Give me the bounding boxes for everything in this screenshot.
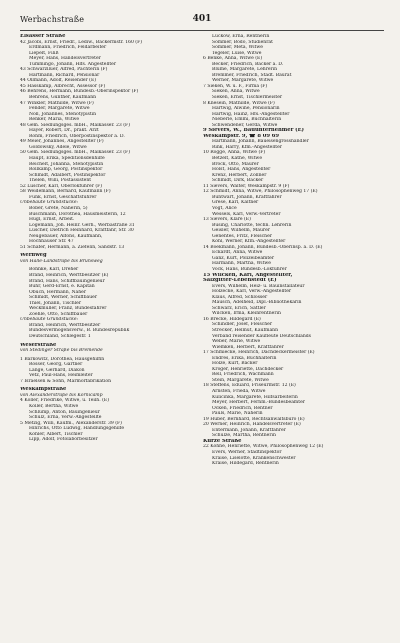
entry-line: Deutschland, Schlegestr. 1 — [29, 333, 91, 339]
entry-line: Neugebauer, Alfons, Kaufmann, — [29, 233, 103, 239]
entry-line: Schmidt, Dirk, Bäcker — [212, 178, 264, 184]
entry-line: 11 Sievers, Walter, Weskampstr. 9 (F) — [203, 183, 290, 189]
entry-line: Lipp, Adolf, Fotolaborbesitzer — [29, 437, 98, 443]
entry-line: Pauls, Marie, Näherin — [212, 411, 263, 417]
entry-line: 6 Benke, Anna, Witwe (E) — [203, 56, 263, 62]
entry-line: Eckardt, Anna, Witwe — [212, 250, 263, 256]
entry-line: 13 Sievers, Kläre (E) — [203, 217, 251, 223]
entry-line: von Halle-Landstraße bis Brunsweg — [20, 258, 103, 264]
entry-line: Unbebaute Grundstücke: — [20, 200, 79, 206]
entry-line: Brand, Heinrich, Werftbesitzer (E) — [29, 272, 109, 278]
entry-line: Hartmann, Johann, Baueisengrosshändler — [212, 139, 309, 145]
entry-line: Brand, Heinrich, Werftbesitzer — [29, 322, 101, 328]
entry-line: 45 Hasskamp, Albrecht, Assessor (F) — [20, 83, 106, 89]
street-heading: Weserstraße — [20, 342, 57, 348]
entry-line: Renker, Maria, Witwe — [29, 117, 80, 123]
entry-line: Rosser, Georg, Gärtner — [29, 362, 83, 368]
entry-line: Fender, Margarete, Witwe — [29, 106, 90, 112]
entry-line: Thiel, Johann, Tischler — [29, 300, 82, 306]
entry-line: Buntwart, Johann, Kraftfahrer — [212, 194, 282, 200]
entry-line: Mausch, Adelheid, Dipl.-Bibliothekarin — [212, 300, 302, 306]
entry-line: 48 Gem. Siedlungsges. mbH., Malkasser. 23 (F) — [20, 122, 130, 128]
entry-line: Sommer, Meta, Witwe — [212, 45, 263, 51]
entry-line: Betzelt, Käthe, Witwe — [212, 156, 263, 162]
entry-line: 50 Gem. Siedlungsges. mbH., Malkasser. 23 (F) — [20, 150, 130, 156]
entry-line: Wessels, Karl, Verw.-Vertreter — [212, 211, 281, 217]
entry-line: Büsing, Charlotte, techn. Lehrerin — [212, 222, 292, 228]
entry-line: Behrens, Gunther, Kaufmann — [29, 95, 97, 101]
entry-line: 43 Schwarzlluer, Alfred, Pächterin (F) — [20, 67, 108, 73]
entry-line: Bundesvermögensverw., B. Bundesrepublik — [29, 328, 130, 334]
entry-line: Obuch, Hermann, Näher — [29, 289, 87, 295]
entry-line: Werner, Margarete, Witwe — [212, 78, 274, 84]
entry-line: Brock, Otto, Maurer — [212, 161, 259, 167]
left-column — [20, 34, 197, 467]
entry-line: Logemann, Joh. Heinr. Gerh., Werbastraße 31 — [29, 222, 135, 228]
entry-line: Liepelt, Filiß — [29, 50, 59, 56]
entry-line: Köller, Bertha, Witwe — [29, 404, 79, 409]
entry-line: Sommer, Bodo, Studienrat — [212, 39, 273, 45]
entry-line: 42 Jacobi, Ernst, Friedr., Lediw., Bäckermstr. 160 (F) — [20, 39, 143, 45]
street-heading: Werfiweg — [20, 253, 47, 259]
entry-line: Buhr, Gerd-Ernst, e. Kapitän — [29, 284, 95, 290]
entry-line: Hölze, Kurt, Bäcker — [212, 361, 258, 367]
entry-line: Zoehle, Otto, Schiffbauer — [29, 311, 88, 317]
entry-line: Stein, Margarete, Witwe — [212, 377, 269, 383]
entry-line: 58 Weidemann, Bernard, Kaufmann (F) — [20, 189, 111, 195]
entry-line: Bohnke, Karl, Dreher — [29, 267, 79, 273]
entry-line: Nieberle, Emmi, Buchhalterin — [212, 117, 282, 123]
entry-line: Brand, Hans, Schiffbauingenieur — [29, 278, 105, 284]
entry-line: 20 Werner, Heinrich, Handelsvertreter (E) — [203, 422, 301, 428]
entry-line: Tegeler, Luise, Witwe — [212, 50, 262, 56]
right-column — [203, 34, 380, 467]
entry-line: 7 Israelsen & Sohn, Marmorfabrikation — [20, 378, 112, 384]
entry-line: Goldowsky, Adele, Witwe — [29, 144, 87, 150]
entry-line: Rink, Harry, Kfm.-Angestellter — [212, 144, 282, 150]
entry-line: 16 Brecke, Hildegard (E) — [203, 316, 261, 322]
entry-line: Ganz, Kurt, Polizeibeamter — [212, 255, 275, 261]
entry-line: 44 Ollmann, Adolf, Reisender (E) — [20, 78, 97, 84]
running-head-street: Werbachstraße — [20, 15, 85, 24]
entry-line: Schulze, Martha, Rentnerin — [212, 433, 276, 439]
entry-line: Hinrichs, Otto Ludwig, Handlungsgehilfe — [29, 426, 125, 432]
entry-line: Schwendener, Gerda, Witwe — [212, 122, 278, 128]
entry-line: von Stedinger Straße bis Bremende — [20, 348, 103, 354]
entry-line: Weckmüller, Franz, Bundesfahrer — [29, 306, 107, 312]
entry-line: Verband reisender Kaufleute Deutschlands — [212, 333, 312, 339]
entry-line: Köhler, Albert, Tischler — [29, 431, 83, 437]
entry-line: Lüscher, Dietrich Heinhard, Kraftfahr, Str. 30 — [29, 228, 134, 234]
street-heading: Salzgitter-Lebenstedt (E) — [203, 278, 277, 284]
entry-line: Vetz, Paul-Hans, Heimleiter — [29, 373, 93, 379]
entry-line: Entermann, Johann, Kraftfahrer — [212, 427, 286, 433]
entry-line: Sieken, Ernst, Tischlermeister — [212, 95, 283, 101]
entry-line: Kraise, Liselotte, Krankenschwester — [212, 455, 296, 461]
entry-line: Schlump, Anton, Bauingenieur — [29, 409, 100, 415]
entry-line: Rollkamp, Georg, Postinspektor — [29, 167, 103, 173]
entry-line: 7 Sieken, W. u. F., Firma (F) — [203, 83, 268, 89]
entry-line: Hartwig, Alwine, Pensionärin — [212, 106, 280, 112]
entry-line: 14 Boekmann, Johann, Bundesb.-Oberinsp. a. D. (E) — [203, 244, 323, 250]
columns — [20, 34, 384, 467]
entry-line: Harmann, Martha, Witwe — [212, 261, 271, 267]
entry-line: Erdmann, Friedrich, Feldarbeiter — [29, 45, 107, 51]
entry-line: Tummingo, Johann, Hlfs. Angestellter — [29, 61, 117, 67]
entry-line: Schmidt, Werner, Schiffbauer — [29, 295, 98, 301]
entry-line: Kulicinka, Margarete, Hilfsarbeiterin — [212, 394, 298, 400]
entry-line: Hügl, Ernst, Arbeit. — [29, 217, 75, 223]
entry-line: 52 Lüscher, Karl, Oberlokführer (F) — [20, 183, 103, 189]
entry-line: 47 Winkler, Mathilde, Witwe (F) — [20, 100, 94, 106]
entry-line: Schulz, Erna, Verw.-Angestellte — [29, 415, 102, 421]
entry-line: 4 Köller, Friedrike, Witwe, u. Teilh. (E) — [20, 398, 109, 404]
entry-line: Holzecke, Karl, Verw.-Angestellter — [212, 289, 292, 295]
entry-line: Schindler, Josef, Fleischer — [212, 322, 273, 328]
entry-line: Genehtes, Fritz, Fleischer — [212, 233, 272, 239]
entry-line: Luckow, Erna, Rentnerin — [212, 34, 270, 39]
entry-line: Krenz, Herbert, Zöllner — [212, 172, 267, 178]
entry-line: Holst, Hans, Angestellter — [212, 167, 271, 173]
entry-line: Unbebaute Grundstücke: — [20, 317, 79, 323]
entry-line: Kröger, Henriette, Dachdecker — [212, 366, 284, 372]
street-heading: Kurze Straße — [203, 438, 242, 444]
entry-line: Noll, Johannes, Stenotypistin — [29, 111, 97, 117]
entry-line: Reichelt, Johanna, Stenotypistin — [29, 161, 104, 167]
entry-line: Weber, Marie, Witwe — [212, 339, 261, 345]
page-number: 401 — [192, 14, 212, 24]
entry-line: Bober, Grete, Näherin, 5) — [29, 205, 88, 211]
entry-line: Hartwig, Hainz, Hfs.-Angestellter — [212, 111, 290, 117]
entry-line: Hochhauser Str. 47 — [29, 239, 74, 245]
entry-line: Klaus, Alfred, Schlosser — [212, 294, 268, 300]
entry-line: Haupt, Erika, Speditionsdenhilfe — [29, 156, 105, 162]
entry-line: 1 Barkowitz, Dorothea, Hausgehilfin — [20, 356, 105, 362]
entry-line: Evers, Wilhelm, Heiz- u. Bauinstallateur — [212, 283, 305, 289]
entry-line: Evers, Werner, Stadtinspektor — [212, 450, 282, 456]
entry-line: Bremmer, Friedrich, Stadt. Baurat — [212, 72, 292, 78]
entry-line: Lange, Gerhard, Diakon — [29, 367, 85, 373]
street-heading: 15 Wilcken, Karl, Angestellter, — [203, 272, 293, 278]
entry-line: Wiemken, Herbert, Kraftfahrer — [212, 344, 284, 350]
street-heading: 9 Sievers, W., Bauunternehmer (E) — [203, 128, 304, 134]
entry-line: Ocken, Friedrich, Rentner — [212, 405, 273, 411]
entry-line: 46 Behrens, Hermann, Bundesb.-Oberinspektor (F) — [20, 89, 139, 95]
street-heading: Weskampstr. 9, ☎ 8 09 69 — [203, 133, 280, 139]
entry-line: Meyer, Herbert, Fernm.-Bundesbeamter — [212, 400, 305, 406]
page-header — [20, 14, 384, 31]
entry-line: Schmidt, Adalbert, Postinspektor — [29, 172, 106, 178]
entry-line: Blume, Margarete, Lehrerin — [212, 67, 278, 73]
entry-line: Vogt, Alice — [212, 205, 237, 211]
entry-line: 17 Schmiecke, Heinrich, Dachdeckermeister (E) — [203, 350, 315, 356]
entry-line: Grese, Karl, Kaltner — [212, 200, 259, 206]
entry-line: 51 Schäfer, Hermann, a. Ziefelin, Sandstr. 13 — [20, 244, 125, 250]
entry-line: Meyer, Hans, Handelsvertreter — [29, 56, 101, 62]
entry-line: Rell, Friedrich, Wachmann — [212, 372, 274, 378]
entry-line: Hartmann, Richard, Pensionär — [29, 72, 100, 78]
entry-line: Funk, Ernst, Geschäftsführer — [29, 194, 97, 200]
entry-line: 18 Steffens, Eduard, Friseurmstr. 12 (E) — [203, 383, 296, 389]
entry-line: Hayer, Robert, Dr., prakt. Arzt — [29, 128, 99, 134]
entry-line: 49 Meier, Johannes, Angestellter (F) — [20, 139, 104, 145]
entry-line: Arnsten, Frieda, Witwe — [212, 389, 266, 394]
street-heading: Elsässer Straße — [20, 34, 66, 39]
entry-line: Schwarz, Erich, Sattler — [212, 305, 266, 311]
entry-line: Wilcken, Irma, Kleinrentnerin — [212, 311, 281, 317]
entry-line: 22 Köhne, Henriette, Witwe, Philosophenweg 12 (E) — [203, 444, 324, 450]
entry-line: Buschmann, Dorothea, Hausmeisterin, 12 — [29, 211, 126, 217]
entry-line: Endres, Erika, Buchhalterin — [212, 355, 277, 361]
street-heading: Weskampstraße — [20, 387, 67, 393]
entry-line: Geisler, Wilhelm, Maurer — [212, 228, 270, 234]
entry-line: 8 Knesein, Mathilde, Witwe (F) — [203, 100, 275, 106]
entry-line: 19 Huber, Bernhard, Rechtsanwaltsbüro (E) — [203, 416, 305, 422]
entry-line: Köhl, Werner, Kfm.-Angestellter — [212, 239, 286, 245]
entry-line: von Alexanderstraße bis Körnicamp — [20, 392, 103, 398]
entry-line: 10 Rogge, Anna, Witwe (F) — [203, 150, 266, 156]
entry-line: 12 Schmidt, Anna, Witwe, Philosophenweg 17 (E) — [203, 189, 318, 195]
entry-line: Strecker, Helmut, Kaufmann — [212, 327, 279, 333]
entry-line: Thelen, Willi, Postassistent — [29, 178, 92, 184]
entry-line: Rohm, Friedrich, Oberpostinspektor a. D. — [29, 133, 125, 139]
entry-line: Sieken, Anna, Witwe — [212, 89, 260, 95]
entry-line: Kraise, Hildegard, Rentnerin — [212, 461, 279, 467]
entry-line: Becker, Friedrich, Bäcker a. D. — [212, 61, 284, 67]
entry-line: 5 Metzig, Willi, Kaufm., Alexanderstr. 39 (F) — [20, 420, 122, 426]
entry-line: Vock, Hans, Bundesb.-Lokführer — [212, 266, 287, 272]
